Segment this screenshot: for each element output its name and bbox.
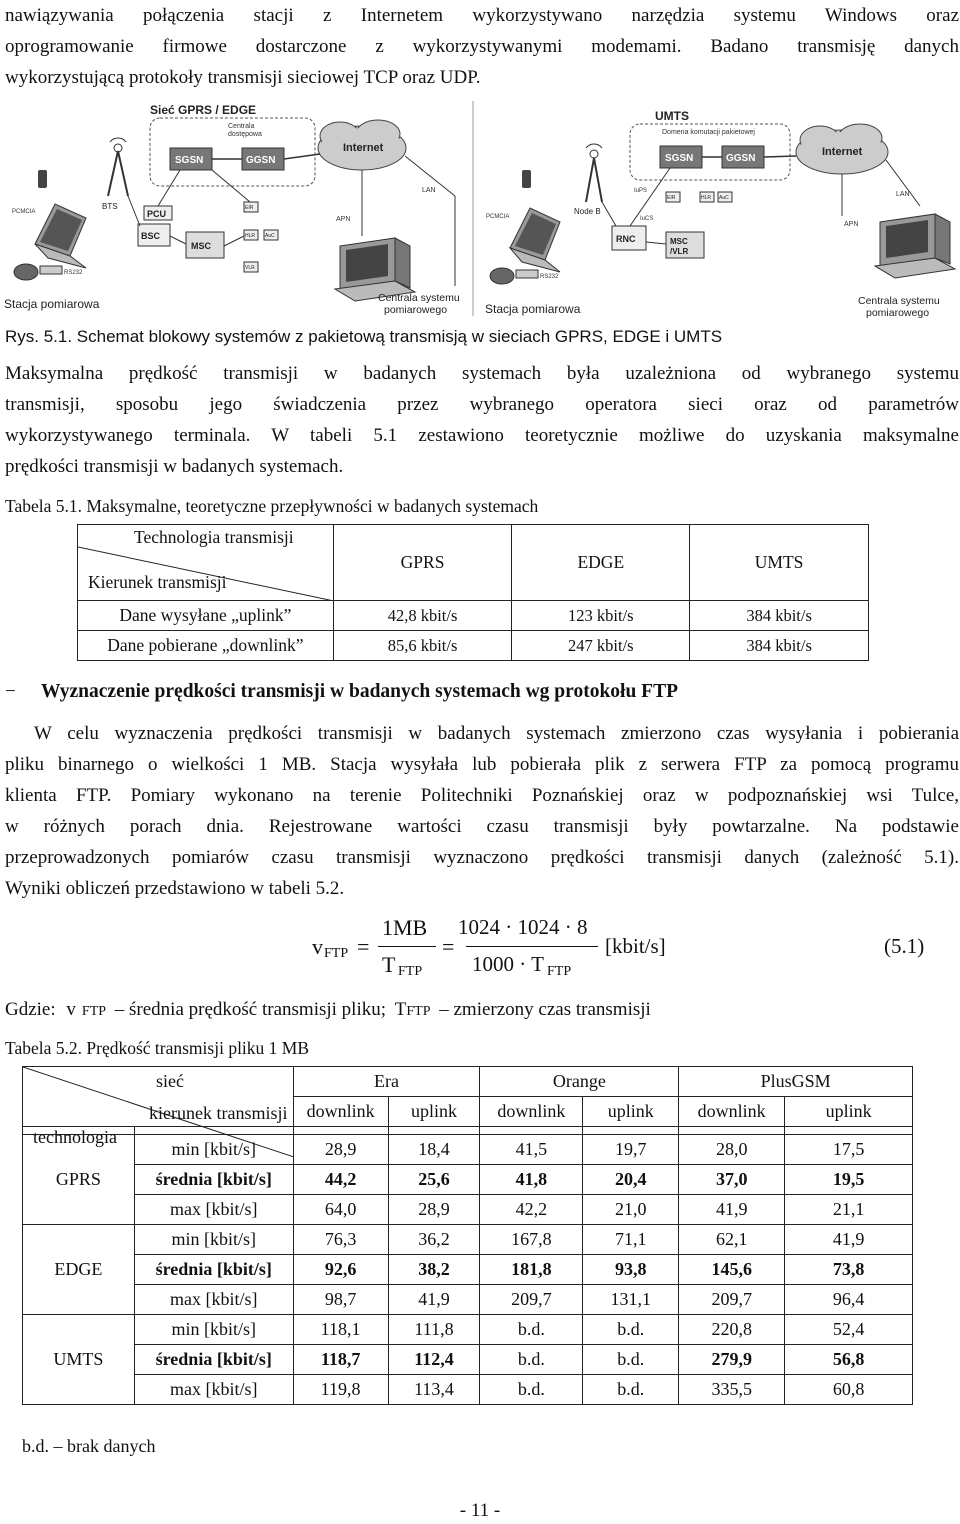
direction-header: uplink bbox=[583, 1097, 679, 1127]
text-line: pliku binarnego o wielkości 1 MB. Stacja wysyłała lub pobierała plik z serwera FTP za pomocą programu bbox=[5, 754, 959, 775]
svg-text:BSC: BSC bbox=[141, 231, 161, 241]
antenna-tower-icon bbox=[586, 144, 602, 202]
text-line: transmisji, sposobu jego świadczenia przez wybranego operatora sieci oraz od parametrów bbox=[5, 394, 959, 415]
svg-text:Domena komutacji pakietowej: Domena komutacji pakietowej bbox=[662, 129, 755, 136]
svg-text:APN: APN bbox=[336, 216, 351, 223]
svg-text:PCU: PCU bbox=[147, 209, 167, 219]
table-cell: 93,8 bbox=[583, 1255, 679, 1285]
router-icon bbox=[14, 264, 62, 280]
svg-text:LAN: LAN bbox=[896, 191, 910, 198]
table-cell: 36,2 bbox=[388, 1225, 480, 1255]
table-cell: 113,4 bbox=[388, 1375, 480, 1405]
svg-text:BTS: BTS bbox=[102, 202, 118, 211]
svg-text:RNC: RNC bbox=[616, 234, 636, 244]
figure-caption: Rys. 5.1. Schemat blokowy systemów z pakietową transmisją w sieciach GPRS, EDGE i UMTS bbox=[5, 327, 723, 346]
table-cell: b.d. bbox=[583, 1345, 679, 1375]
text-line: przeprowadzonych pomiarów czasu transmisji wyznaczono prędkości transmisji danych (zależność 5.1). bbox=[5, 847, 959, 868]
text-line: w różnych porach dnia. Rejestrowane wartości czasu transmisji były powtarzalne. Na podstawie bbox=[5, 816, 959, 837]
formula-numerator-1: 1MB bbox=[382, 915, 428, 940]
direction-header: downlink bbox=[293, 1097, 388, 1127]
svg-text:MSC: MSC bbox=[670, 237, 688, 246]
svg-text:SGSN: SGSN bbox=[665, 153, 694, 164]
table-row bbox=[78, 631, 869, 661]
table-cell: 384 kbit/s bbox=[690, 631, 869, 661]
text-line: wykorzystywanego terminala. W tabeli 5.1 zestawiono teoretycznie możliwe do uzyskania maksymalne bbox=[5, 425, 959, 446]
intro-paragraph bbox=[5, 0, 959, 93]
column-header: UMTS bbox=[690, 525, 869, 601]
row-label: Dane wysyłane „uplink” bbox=[78, 601, 334, 631]
svg-text:LAN: LAN bbox=[422, 187, 436, 194]
row-label: min [kbit/s] bbox=[134, 1315, 293, 1345]
table-cell: 131,1 bbox=[583, 1285, 679, 1315]
svg-text:RS232: RS232 bbox=[64, 270, 83, 276]
table-cell: 41,9 bbox=[785, 1225, 913, 1255]
formula-denominator-2: 1000 · T bbox=[472, 952, 544, 976]
text-line: Maksymalna prędkość transmisji w badanych systemach była uzależniona od wybranego systemu bbox=[5, 363, 959, 384]
network-diagram-figure bbox=[0, 96, 960, 322]
header-corner-cell bbox=[23, 1067, 294, 1147]
paragraph-ftp-method bbox=[5, 718, 959, 904]
table-cell: 111,8 bbox=[388, 1315, 480, 1345]
text-line: Wyniki obliczeń przedstawiono w tabeli 5.2. bbox=[5, 878, 345, 899]
svg-text:Centrala systemu: Centrala systemu bbox=[858, 295, 940, 307]
svg-text:Node B: Node B bbox=[574, 207, 601, 216]
figure-left-station-label: Stacja pomiarowa bbox=[4, 297, 100, 311]
network-header: Orange bbox=[480, 1067, 679, 1097]
table-cell: 44,2 bbox=[293, 1165, 388, 1195]
row-label: max [kbit/s] bbox=[134, 1195, 293, 1225]
svg-text:RS232: RS232 bbox=[540, 274, 559, 280]
table-cell: b.d. bbox=[480, 1315, 583, 1345]
table-5-2 bbox=[22, 1066, 913, 1405]
table-cell: 37,0 bbox=[679, 1165, 785, 1195]
table-cell: 19,5 bbox=[785, 1165, 913, 1195]
header-technologia-label: technologia bbox=[33, 1127, 117, 1147]
formula-v: v bbox=[312, 934, 323, 959]
svg-text:pomiarowego: pomiarowego bbox=[384, 304, 448, 316]
fraction-bar bbox=[378, 946, 436, 947]
table-footnote: b.d. – brak danych bbox=[22, 1436, 156, 1456]
table-row bbox=[23, 1375, 913, 1405]
table-cell: 52,4 bbox=[785, 1315, 913, 1345]
figure-right-title: UMTS bbox=[655, 109, 689, 123]
table-cell: 42,2 bbox=[480, 1195, 583, 1225]
section-heading: Wyznaczenie prędkości transmisji w badanych systemach wg protokołu FTP bbox=[41, 681, 679, 702]
text-line: oprogramowanie firmowe dostarczone z wykorzystywanymi modemami. Badano transmisję danych bbox=[5, 36, 959, 57]
table-cell: 21,0 bbox=[583, 1195, 679, 1225]
svg-text:EIR: EIR bbox=[245, 205, 254, 211]
formula-numerator-2: 1024 · 1024 · 8 bbox=[458, 915, 588, 939]
table-cell: 28,9 bbox=[388, 1195, 480, 1225]
table-cell: 335,5 bbox=[679, 1375, 785, 1405]
table-cell: 41,9 bbox=[388, 1285, 480, 1315]
table-cell: 56,8 bbox=[785, 1345, 913, 1375]
direction-header: downlink bbox=[480, 1097, 583, 1127]
table-cell: 25,6 bbox=[388, 1165, 480, 1195]
tech-label: EDGE bbox=[23, 1225, 135, 1315]
legend-t: T bbox=[394, 999, 407, 1020]
corner-bottom-label: Kierunek transmisji bbox=[88, 572, 227, 592]
section-dash: − bbox=[5, 681, 16, 702]
figure-right-station-label: Stacja pomiarowa bbox=[485, 302, 581, 316]
formula-equals: = bbox=[442, 934, 455, 959]
table-cell: 167,8 bbox=[480, 1225, 583, 1255]
table-cell: 42,8 kbit/s bbox=[333, 601, 512, 631]
table-cell: 145,6 bbox=[679, 1255, 785, 1285]
table-cell: b.d. bbox=[583, 1315, 679, 1345]
formula-denominator-2-sub: FTP bbox=[547, 964, 572, 979]
direction-header: downlink bbox=[679, 1097, 785, 1127]
svg-text:IuPS: IuPS bbox=[634, 188, 648, 194]
text-line: prędkości transmisji w badanych systemach. bbox=[5, 456, 344, 477]
mobile-phone-icon bbox=[38, 170, 47, 188]
header-kierunek-label: kierunek transmisji bbox=[149, 1103, 288, 1123]
svg-text:HLR: HLR bbox=[245, 233, 256, 239]
table-cell: 209,7 bbox=[679, 1285, 785, 1315]
table-cell: 38,2 bbox=[388, 1255, 480, 1285]
header-row bbox=[23, 1067, 913, 1097]
direction-header: uplink bbox=[785, 1097, 913, 1127]
svg-text:dostępowa: dostępowa bbox=[228, 131, 262, 138]
svg-text:/VLR: /VLR bbox=[670, 247, 689, 256]
table-cell: b.d. bbox=[583, 1375, 679, 1405]
table-cell: 118,7 bbox=[293, 1345, 388, 1375]
column-header: GPRS bbox=[333, 525, 512, 601]
column-header: EDGE bbox=[512, 525, 690, 601]
table-cell: 17,5 bbox=[785, 1135, 913, 1165]
table-row bbox=[23, 1255, 913, 1285]
formula-unit: [kbit/s] bbox=[605, 934, 666, 958]
row-label: min [kbit/s] bbox=[134, 1135, 293, 1165]
svg-text:Centrala systemu: Centrala systemu bbox=[378, 292, 460, 304]
row-label: max [kbit/s] bbox=[134, 1285, 293, 1315]
table-cell: 92,6 bbox=[293, 1255, 388, 1285]
network-header: Era bbox=[293, 1067, 480, 1097]
formula-number: (5.1) bbox=[884, 934, 925, 958]
table-cell: 20,4 bbox=[583, 1165, 679, 1195]
svg-text:VLR: VLR bbox=[245, 265, 255, 271]
table-cell: 118,1 bbox=[293, 1315, 388, 1345]
table-cell: 181,8 bbox=[480, 1255, 583, 1285]
table-cell: 19,7 bbox=[583, 1135, 679, 1165]
server-computer-icon bbox=[875, 214, 955, 278]
table-cell: 41,5 bbox=[480, 1135, 583, 1165]
table-cell: 384 kbit/s bbox=[690, 601, 869, 631]
table-row bbox=[23, 1345, 913, 1375]
text-line: W celu wyznaczenia prędkości transmisji w badanych systemach zmierzono czas wysyłania i pobierania bbox=[34, 723, 959, 744]
table-corner-cell bbox=[78, 525, 334, 601]
legend-prefix: Gdzie: bbox=[5, 999, 56, 1020]
tech-label: UMTS bbox=[23, 1315, 135, 1405]
tech-label: GPRS bbox=[23, 1135, 135, 1225]
table-cell: b.d. bbox=[480, 1375, 583, 1405]
table-row bbox=[23, 1315, 913, 1345]
network-header: PlusGSM bbox=[679, 1067, 913, 1097]
formula-v-sub: FTP bbox=[324, 946, 349, 961]
router-icon bbox=[490, 268, 538, 284]
svg-text:PCMCIA: PCMCIA bbox=[486, 214, 510, 220]
table-cell: 85,6 kbit/s bbox=[333, 631, 512, 661]
umts-diagram bbox=[485, 109, 955, 319]
table-cell: 71,1 bbox=[583, 1225, 679, 1255]
svg-text:GGSN: GGSN bbox=[246, 155, 276, 166]
formula-equals: = bbox=[357, 934, 370, 959]
svg-text:IuCS: IuCS bbox=[640, 216, 654, 222]
table-cell: 28,9 bbox=[293, 1135, 388, 1165]
table-cell: 41,9 bbox=[679, 1195, 785, 1225]
table-row bbox=[23, 1195, 913, 1225]
table-cell: 112,4 bbox=[388, 1345, 480, 1375]
text-line: nawiązywania połączenia stacji z Internetem wykorzystywano narzędzia systemu Windows oraz bbox=[5, 5, 959, 26]
text-line: wykorzystującą protokoły transmisji sieciowej TCP oraz UDP. bbox=[5, 67, 481, 88]
paragraph-max-speed bbox=[5, 358, 959, 482]
fraction-bar bbox=[466, 946, 598, 947]
row-label: Dane pobierane „downlink” bbox=[78, 631, 334, 661]
row-label: średnia [kbit/s] bbox=[134, 1345, 293, 1375]
formula-5-1 bbox=[0, 912, 960, 992]
direction-header: uplink bbox=[388, 1097, 480, 1127]
header-siec-label: sieć bbox=[156, 1071, 184, 1091]
table-cell: 28,0 bbox=[679, 1135, 785, 1165]
internet-cloud-icon bbox=[796, 124, 888, 174]
svg-text:SGSN: SGSN bbox=[175, 155, 204, 166]
svg-text:EIR: EIR bbox=[667, 195, 676, 201]
table-cell: 41,8 bbox=[480, 1165, 583, 1195]
antenna-tower-icon bbox=[108, 138, 128, 196]
table-cell: 98,7 bbox=[293, 1285, 388, 1315]
table-cell: 279,9 bbox=[679, 1345, 785, 1375]
svg-text:MSC: MSC bbox=[191, 241, 211, 251]
legend-t-desc: – zmierzony czas transmisji bbox=[439, 999, 651, 1020]
svg-text:HLR: HLR bbox=[701, 195, 712, 201]
laptop-icon bbox=[35, 204, 86, 268]
table-cell: 209,7 bbox=[480, 1285, 583, 1315]
legend-t-sub: FTP bbox=[406, 1004, 431, 1019]
svg-text:pomiarowego: pomiarowego bbox=[866, 307, 930, 319]
table-5-1-caption: Tabela 5.1. Maksymalne, teoretyczne przepływności w badanych systemach bbox=[5, 496, 539, 516]
table-row bbox=[23, 1165, 913, 1195]
formula-denominator-1-sub: FTP bbox=[398, 964, 423, 979]
row-label: min [kbit/s] bbox=[134, 1225, 293, 1255]
table-5-2-caption: Tabela 5.2. Prędkość transmisji pliku 1 MB bbox=[5, 1038, 310, 1058]
table-5-1 bbox=[77, 524, 869, 661]
legend-v: v bbox=[66, 999, 76, 1020]
table-cell: 247 kbit/s bbox=[512, 631, 690, 661]
svg-text:Centrala: Centrala bbox=[228, 123, 255, 130]
svg-text:APN: APN bbox=[844, 221, 859, 228]
row-label: średnia [kbit/s] bbox=[134, 1165, 293, 1195]
table-cell: 73,8 bbox=[785, 1255, 913, 1285]
text-line: klienta FTP. Pomiary wykonano na terenie Politechniki Poznańskiej oraz w podpoznańskiej wsi Tulce, bbox=[5, 785, 959, 806]
page-number: - 11 - bbox=[459, 1500, 501, 1521]
svg-text:GGSN: GGSN bbox=[726, 153, 756, 164]
table-cell: 21,1 bbox=[785, 1195, 913, 1225]
legend-v-sub: FTP bbox=[81, 1004, 107, 1019]
table-cell: 119,8 bbox=[293, 1375, 388, 1405]
svg-text:Internet: Internet bbox=[343, 142, 384, 154]
svg-text:AuC: AuC bbox=[719, 195, 729, 201]
table-row bbox=[78, 601, 869, 631]
row-label: średnia [kbit/s] bbox=[134, 1255, 293, 1285]
row-label: max [kbit/s] bbox=[134, 1375, 293, 1405]
table-cell: b.d. bbox=[480, 1345, 583, 1375]
formula-denominator-1: T bbox=[382, 952, 396, 977]
gprs-edge-diagram bbox=[4, 101, 473, 316]
figure-left-title: Sieć GPRS / EDGE bbox=[150, 103, 257, 117]
svg-text:PCMCIA: PCMCIA bbox=[12, 209, 36, 215]
svg-text:Internet: Internet bbox=[822, 146, 863, 158]
svg-text:AuC: AuC bbox=[265, 233, 275, 239]
table-cell: 96,4 bbox=[785, 1285, 913, 1315]
table-cell: 60,8 bbox=[785, 1375, 913, 1405]
table-cell: 123 kbit/s bbox=[512, 601, 690, 631]
legend-v-desc: – średnia prędkość transmisji pliku; bbox=[114, 999, 387, 1020]
internet-cloud-icon bbox=[318, 120, 406, 170]
laptop-icon bbox=[510, 208, 560, 272]
mobile-phone-icon bbox=[522, 170, 531, 188]
table-cell: 76,3 bbox=[293, 1225, 388, 1255]
corner-top-label: Technologia transmisji bbox=[134, 527, 294, 547]
table-row bbox=[23, 1285, 913, 1315]
table-cell: 64,0 bbox=[293, 1195, 388, 1225]
formula-legend bbox=[5, 999, 651, 1021]
table-cell: 18,4 bbox=[388, 1135, 480, 1165]
table-cell: 220,8 bbox=[679, 1315, 785, 1345]
table-row bbox=[23, 1225, 913, 1255]
table-cell: 62,1 bbox=[679, 1225, 785, 1255]
